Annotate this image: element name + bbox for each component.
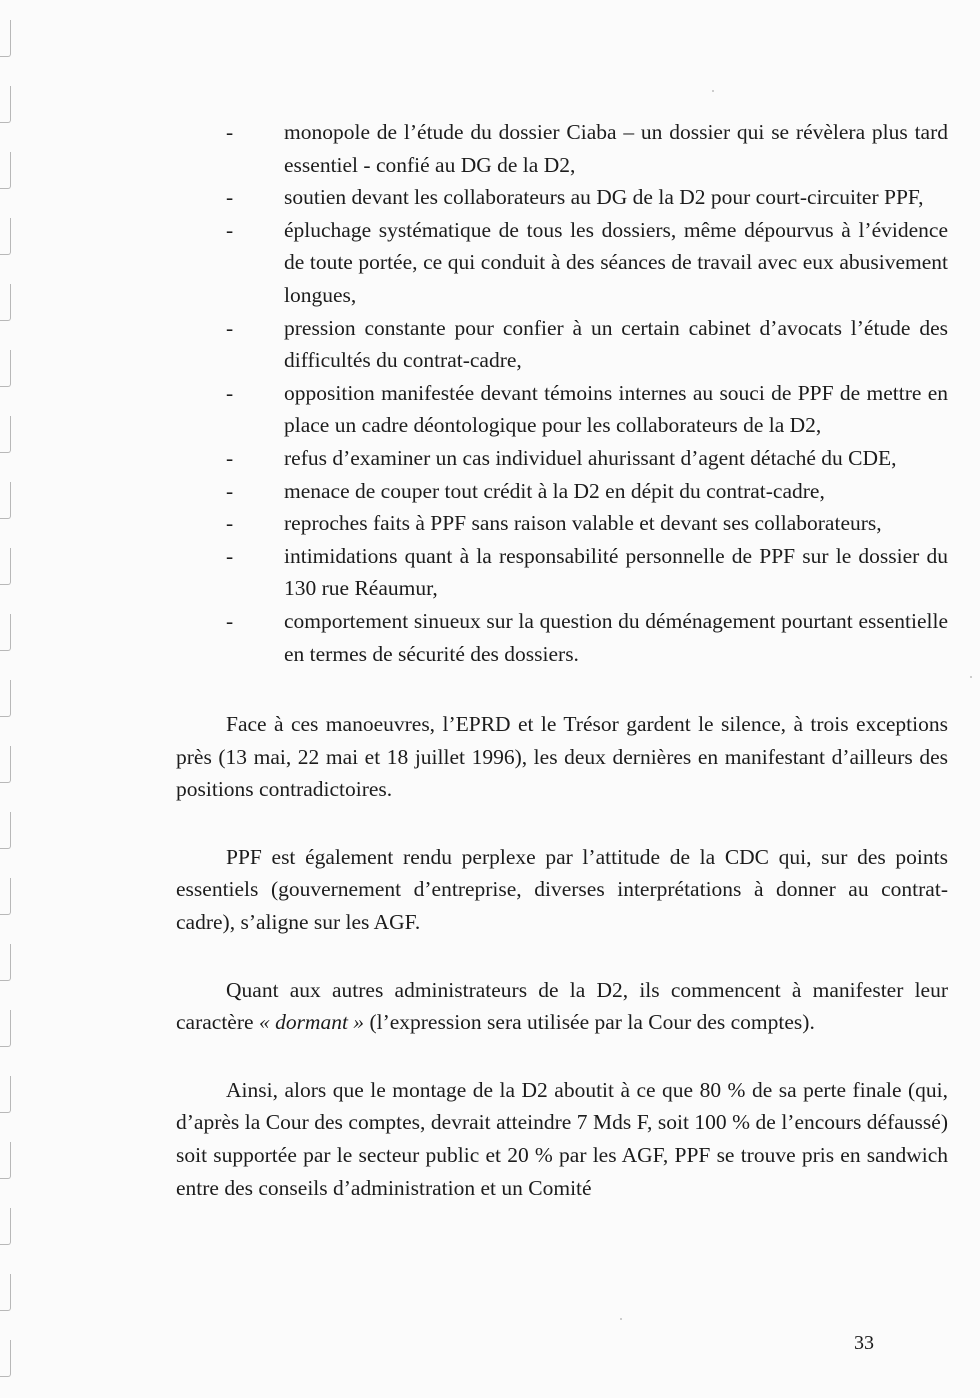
list-item-text: pression constante pour confier à un certain cabinet d’avocats l’étude des difficultés du contrat-cadre, [284, 315, 948, 373]
list-item [226, 507, 948, 540]
binding-tick [0, 1142, 11, 1179]
list-item-text: reproches faits à PPF sans raison valable et devant ses collaborateurs, [284, 511, 882, 536]
list-item [226, 377, 948, 442]
binding-tick [0, 20, 11, 57]
list-item-text: soutien devant les collaborateurs au DG de la D2 pour court-circuiter PPF, [284, 185, 924, 210]
bullet-dash: - [226, 380, 234, 405]
binding-tick [0, 1010, 11, 1047]
list-item-text: opposition manifestée devant témoins internes au souci de PPF de mettre en place un cadre déontologique pour les collaborateurs de la D2, [284, 380, 948, 438]
binding-tick [0, 482, 11, 519]
binding-tick [0, 680, 11, 717]
binding-tick [0, 1076, 11, 1113]
italic-quote: « dormant » [258, 1010, 365, 1035]
binding-tick [0, 614, 11, 651]
bullet-dash: - [226, 120, 234, 144]
bullet-dash: - [226, 185, 234, 210]
binding-tick [0, 746, 11, 783]
list-item-text: menace de couper tout crédit à la D2 en dépit du contrat-cadre, [284, 478, 825, 503]
scan-speck [620, 1318, 622, 1320]
list-item [226, 442, 948, 475]
binding-tick [0, 416, 11, 453]
paragraph-text: Quant aux autres administrateurs de la D2, ils commencent à manifester leur caractère [176, 977, 948, 1035]
binding-tick [0, 812, 11, 849]
page-body [176, 116, 948, 1204]
binding-tick [0, 1340, 11, 1377]
binding-tick [0, 878, 11, 915]
list-item [226, 214, 948, 312]
binding-tick [0, 548, 11, 585]
page-number: 33 [854, 1332, 874, 1354]
list-item-text: refus d’examiner un cas individuel ahurissant d’agent détaché du CDE, [284, 445, 897, 470]
list-item-text: intimidations quant à la responsabilité personnelle de PPF sur le dossier du 130 rue Réaumur, [284, 543, 948, 601]
binding-tick [0, 86, 11, 123]
binding-tick [0, 350, 11, 387]
list-item [226, 605, 948, 670]
bullet-dash: - [226, 543, 234, 568]
list-item [226, 312, 948, 377]
paragraph-cdc-attitude: PPF est également rendu perplexe par l’attitude de la CDC qui, sur des points essentiels (gouvernement d’entreprise, diverses interprétations à donner au contrat-cadre), s’aligne sur les AGF. [176, 844, 948, 935]
paragraph-text: (l’expression sera utilisée par la Cour des comptes). [364, 1010, 815, 1035]
list-item [226, 540, 948, 605]
bullet-dash: - [226, 445, 234, 470]
bullet-dash: - [226, 608, 234, 633]
binding-tick [0, 944, 11, 981]
bullet-dash: - [226, 511, 234, 536]
list-item [226, 181, 948, 214]
scan-speck [970, 676, 972, 678]
binding-tick [0, 284, 11, 321]
scan-speck [712, 90, 714, 92]
list-item-text: monopole de l’étude du dossier Ciaba – un dossier qui se révèlera plus tard essentiel - confié au DG de la D2, [284, 120, 948, 177]
paragraph-dormant-administrators [176, 974, 948, 1039]
bullet-dash: - [226, 478, 234, 503]
paragraph-loss-sharing: Ainsi, alors que le montage de la D2 aboutit à ce que 80 % de sa perte finale (qui, d’après la Cour des comptes, devrait atteindre 7 Mds F, soit 100 % de l’encours défaussé) soit supportée par le secteur public et 20 % par les AGF, PPF se trouve pris en sandwich entre des conseils d’administration et un Comité [176, 1077, 948, 1200]
bullet-list [226, 116, 948, 670]
list-item [226, 116, 948, 181]
paragraph-eprd-silence: Face à ces manoeuvres, l’EPRD et le Trésor gardent le silence, à trois exceptions près (13 mai, 22 mai et 18 juillet 1996), les deux dernières en manifestant d’ailleurs des positions contradictoires. [176, 712, 948, 802]
list-item-text: épluchage systématique de tous les dossiers, même dépourvus à l’évidence de toute portée, ce qui conduit à des séances de travail avec eux abusivement longues, [284, 217, 948, 307]
binding-tick [0, 1208, 11, 1245]
bullet-dash: - [226, 217, 234, 242]
binding-tick [0, 1274, 11, 1311]
bullet-dash: - [226, 315, 234, 340]
binding-tick [0, 218, 11, 255]
list-item-text: comportement sinueux sur la question du déménagement pourtant essentielle en termes de sécurité des dossiers. [284, 608, 948, 666]
binding-tick [0, 152, 11, 189]
binding-edge [0, 0, 14, 1398]
list-item [226, 475, 948, 508]
